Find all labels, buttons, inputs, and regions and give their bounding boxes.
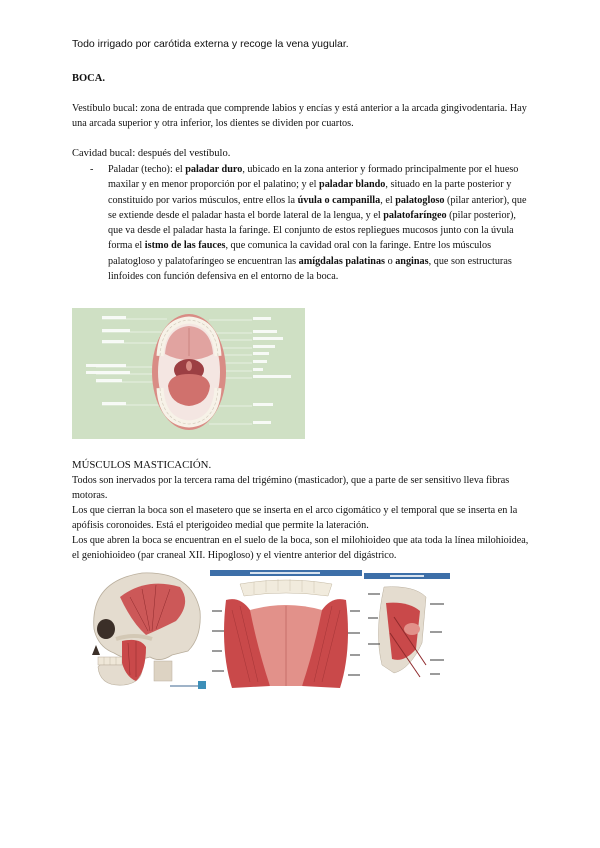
paragraph-vestibulo: Vestíbulo bucal: zona de entrada que comprende labios y encías y está anterior a la arcada gingivodentaria. Hay una arcada superior y otra inferior, los dientes se dividen por cuartos. xyxy=(72,103,527,129)
mouth-anatomy-figure xyxy=(72,308,305,439)
skull-muscles-figure xyxy=(80,567,208,693)
section-heading-musculos: MÚSCULOS MASTICACIÓN. xyxy=(72,459,212,471)
intro-line: Todo irrigado por carótida externa y recoge la vena yugular. xyxy=(72,38,349,50)
bullet-paladar xyxy=(90,162,530,284)
lateral-muscles-figure xyxy=(364,573,450,685)
paragraph-musculos-1: Todos son inervados por la tercera rama del trigémino (masticador), que a parte de ser sensitivo lleva fibras motoras. xyxy=(72,475,510,501)
bullet-text: Paladar (techo): el paladar duro, ubicado en la zona anterior y formado principalmente por el hueso maxilar y en menor proporción por el palatino; y el paladar blando, situado en la parte posterior y constituido por varios músculos, entre ellos la úvula o campanilla, el palatogloso (pilar anterior), que se extiende desde el paladar hasta el borde lateral de la lengua, y el palatofaríngeo (pilar posterior), que va desde el paladar hasta la faringe. El conjunto de estos repliegues mucosos junto con la úvula forma el istmo de las fauces, que comunica la cavidad oral con la faringe. Entre los músculos palatogloso y palatofaríngeo se encuentran las amígdalas palatinas o anginas, que son estructuras linfoides con función defensiva en el entorno de la boca. xyxy=(108,164,527,283)
paragraph-musculos-3: Los que abren la boca se encuentran en el suelo de la boca, son el milohioideo que ata toda la línea milohioidea, el geniohioideo (par craneal XII. Hipogloso) y el vientre anterior del digástrico. xyxy=(72,535,529,561)
section-heading-boca: BOCA. xyxy=(72,73,105,84)
paragraph-cavidad: Cavidad bucal: después del vestíbulo. xyxy=(72,148,231,159)
paragraph-musculos-2: Los que cierran la boca son el masetero que se inserta en el arco cigomático y el temporal que se inserta en la apófisis coronoides. Está el pterigoideo medial que permite la lateración. xyxy=(72,505,518,531)
mouth-floor-muscles-figure xyxy=(210,570,362,694)
bullet-marker: - xyxy=(90,164,94,175)
